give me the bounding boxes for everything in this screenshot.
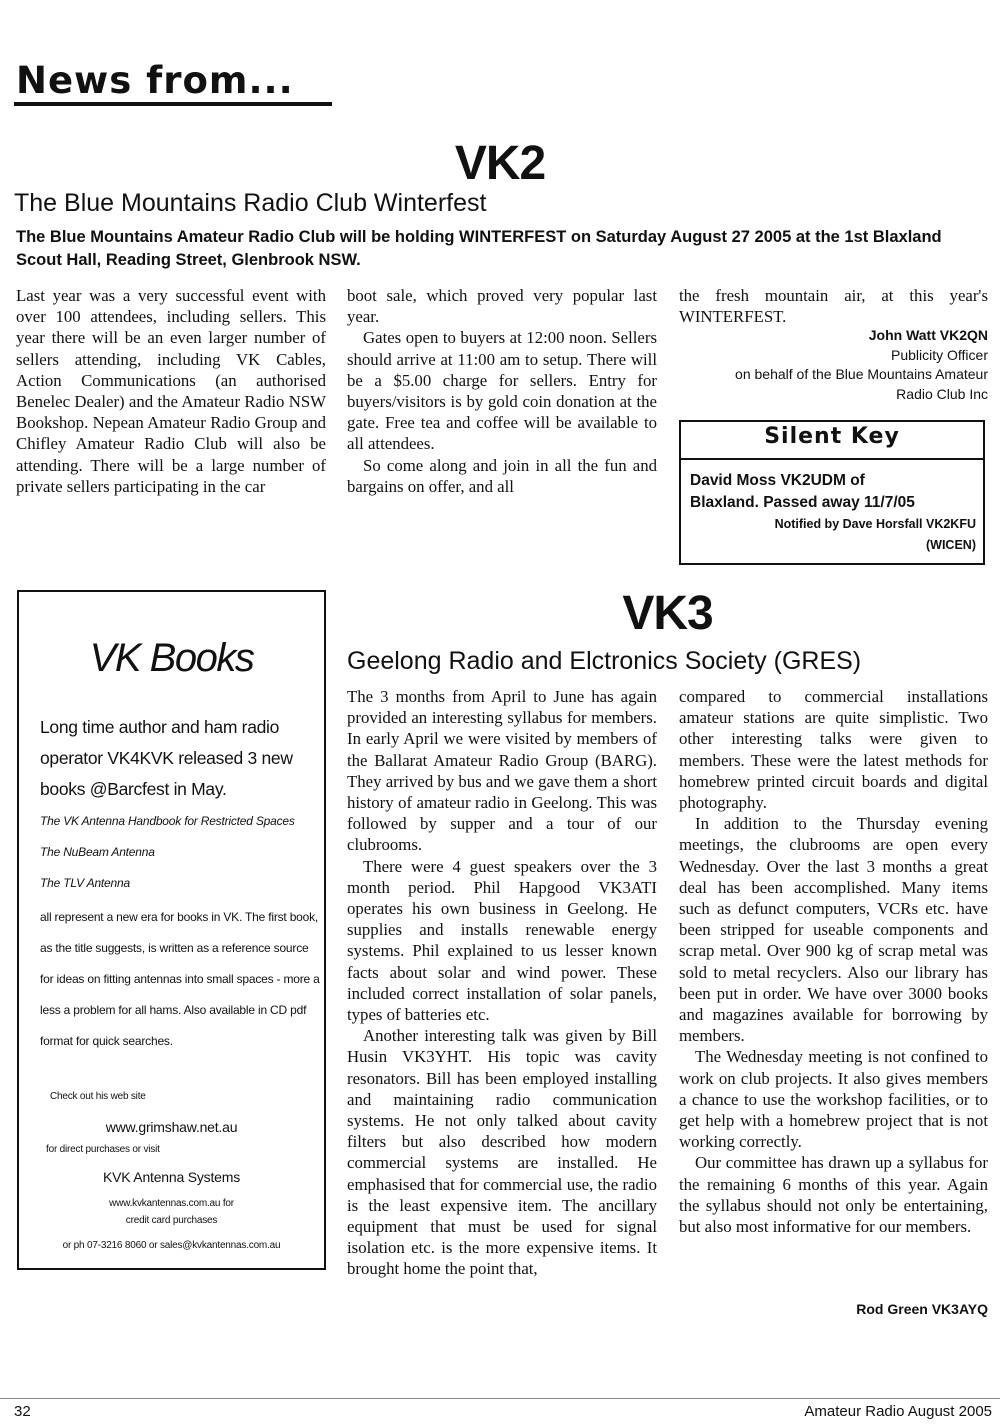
vk3-col2-paragraph: The Wednesday meeting is not confined to work on club projects. It also gives members a chance to use the workshop facilities, or to get help with a homebrew project that is not working correctly. bbox=[679, 1047, 988, 1152]
vk-books-intro: Long time author and ham radio operator VK4KVK released 3 new books @Barcfest in May. bbox=[40, 717, 293, 799]
page-number: 32 bbox=[14, 1403, 31, 1420]
vk3-article-title: Geelong Radio and Elctronics Society (GRES) bbox=[347, 647, 862, 675]
vk3-col2-paragraph: Our committee has drawn up a syllabus for the remaining 6 months of this year. Again the syllabus should not only be entertaining, but also most informative for our members. bbox=[679, 1153, 988, 1237]
vk2-column-1 bbox=[16, 285, 326, 497]
vk3-signature: Rod Green VK3AYQ bbox=[856, 1301, 988, 1317]
vk2-column-2 bbox=[347, 285, 657, 497]
vk2-col3-paragraph: the fresh mountain air, at this year's WINTERFEST. bbox=[679, 286, 988, 327]
vk3-col1-paragraph: The 3 months from April to June has again provided an interesting syllabus for members. In early April we were visited by members of the Ballarat Amateur Radio Group (BARG). They arrived by bus and we gave them a short history of amateur radio in Geelong. This was followed by supper and a tour of our clubrooms. bbox=[347, 687, 657, 855]
vk2-region-title: VK2 bbox=[454, 137, 546, 190]
vk3-col1-paragraph: There were 4 guest speakers over the 3 month period. Phil Hapgood VK3ATI operates his own business in Geelong. He supplies and installs renewable energy systems. Phil explained to us lesser known facts about solar and wind power. These included correct installation of solar panels, types of batteries etc. bbox=[347, 856, 657, 1025]
vk-books-direct-label: for direct purchases or visit bbox=[46, 1144, 160, 1155]
vk2-signature-org-line2: Radio Club Inc bbox=[896, 385, 988, 402]
vk2-signature-name: John Watt VK2QN bbox=[868, 327, 988, 343]
vk-books-item: The NuBeam Antenna bbox=[40, 845, 155, 859]
header-underline bbox=[14, 102, 332, 106]
silent-key-line1: David Moss VK2UDM of bbox=[690, 472, 865, 489]
vk3-col1-paragraph: Another interesting talk was given by Bill Husin VK3YHT. His topic was cavity resonators. Bill has been employed installing and maintaining radio communication systems. He not only talked about cavity filters but also described how modern commercial systems are installed. He emphasised that for commercial use, the radio is the least expensive item. The ancillary equipment that must be used for signal isolation etc. is the more expensive items. It brought home the point that, bbox=[347, 1026, 657, 1279]
vk-books-company-url[interactable]: www.kvkantennas.com.au for bbox=[109, 1198, 234, 1209]
vk2-col2-paragraph: Gates open to buyers at 12:00 noon. Sellers should arrive at 11:00 am to setup. There will be a $5.00 charge for sellers. Entry for buyers/visitors is by gold coin donation at the gate. Free tea and coffee will be available to all attendees. bbox=[347, 328, 657, 454]
vk3-region-title: VK3 bbox=[622, 587, 713, 640]
silent-key-title: Silent Key bbox=[764, 424, 900, 449]
vk-books-website-link[interactable]: www.grimshaw.net.au bbox=[105, 1119, 238, 1135]
vk3-column-1 bbox=[347, 686, 657, 1280]
vk-books-item: The VK Antenna Handbook for Restricted Spaces bbox=[40, 814, 295, 828]
vk-books-description: all represent a new era for books in VK. The first book, as the title suggests, is written as a reference source for ideas on fitting antennas into small spaces - more a less a problem for all hams. Also available in CD pdf format for quick searches. bbox=[40, 910, 320, 1048]
vk2-article-title: The Blue Mountains Radio Club Winterfest bbox=[14, 189, 487, 217]
vk3-col2-paragraph: In addition to the Thursday evening meetings, the clubrooms are open every Wednesday. Over the last 3 months a great deal has been accomplished. Many items such as defunct computers, VCRs etc. have been stripped for useable components and scrap metal. Over 900 kg of scrap metal was sold to metal recyclers. Also our library has been put in order. We have over 3000 books and magazines available for borrowing by members. bbox=[679, 814, 988, 1046]
publication-footer: Amateur Radio August 2005 bbox=[804, 1403, 992, 1420]
silent-key-line2: Blaxland. Passed away 11/7/05 bbox=[690, 494, 915, 511]
vk-books-website-label: Check out his web site bbox=[50, 1091, 146, 1102]
vk-books-title: VK Books bbox=[89, 636, 254, 680]
vk2-signature-role: Publicity Officer bbox=[891, 346, 988, 363]
vk-books-contact: or ph 07-3216 8060 or sales@kvkantennas.com.au bbox=[62, 1240, 281, 1251]
silent-key-notified bbox=[690, 514, 976, 556]
vk2-signature bbox=[679, 326, 988, 404]
vk3-col2-paragraph: compared to commercial installations amateur stations are quite simplistic. Two other interesting talks were given to members. These were the latest methods for homebrew printed circuit boards and digital photography. bbox=[679, 687, 988, 813]
vk2-col2-paragraph: So come along and join in all the fun and bargains on offer, and all bbox=[347, 455, 657, 496]
vk3-column-2 bbox=[679, 686, 988, 1237]
vk2-column-3 bbox=[679, 285, 988, 327]
vk2-lede: The Blue Mountains Amateur Radio Club will be holding WINTERFEST on Saturday August 27 2005 at the 1st Blaxland Scout Hall, Reading Street, Glenbrook NSW. bbox=[16, 228, 942, 269]
silent-key-notified-by: Notified by Dave Horsfall VK2KFU bbox=[774, 517, 976, 531]
vk2-signature-org-line1: on behalf of the Blue Mountains Amateur bbox=[735, 366, 988, 382]
silent-key-divider bbox=[679, 458, 985, 460]
footer-divider bbox=[0, 1398, 1000, 1399]
vk-books-company: KVK Antenna Systems bbox=[102, 1169, 241, 1185]
vk2-col1-paragraph: Last year was a very successful event with over 100 attendees, including sellers. This year there will be an even larger number of sellers attending, including VK Cables, Action Communications (an authorised Benelec Dealer) and the Amateur Radio NSW Bookshop. Nepean Amateur Radio Group and Chifley Amateur Radio Club will also be attending. There will be a large number of private sellers participating in the car bbox=[16, 286, 326, 496]
vk-books-item: The TLV Antenna bbox=[40, 876, 130, 890]
vk2-col2-paragraph: boot sale, which proved very popular last year. bbox=[347, 286, 657, 327]
silent-key-notified-group: (WICEN) bbox=[926, 538, 976, 552]
vk-books-card-label: credit card purchases bbox=[125, 1215, 218, 1226]
silent-key-text bbox=[690, 470, 980, 514]
section-header: News from... bbox=[16, 59, 294, 102]
